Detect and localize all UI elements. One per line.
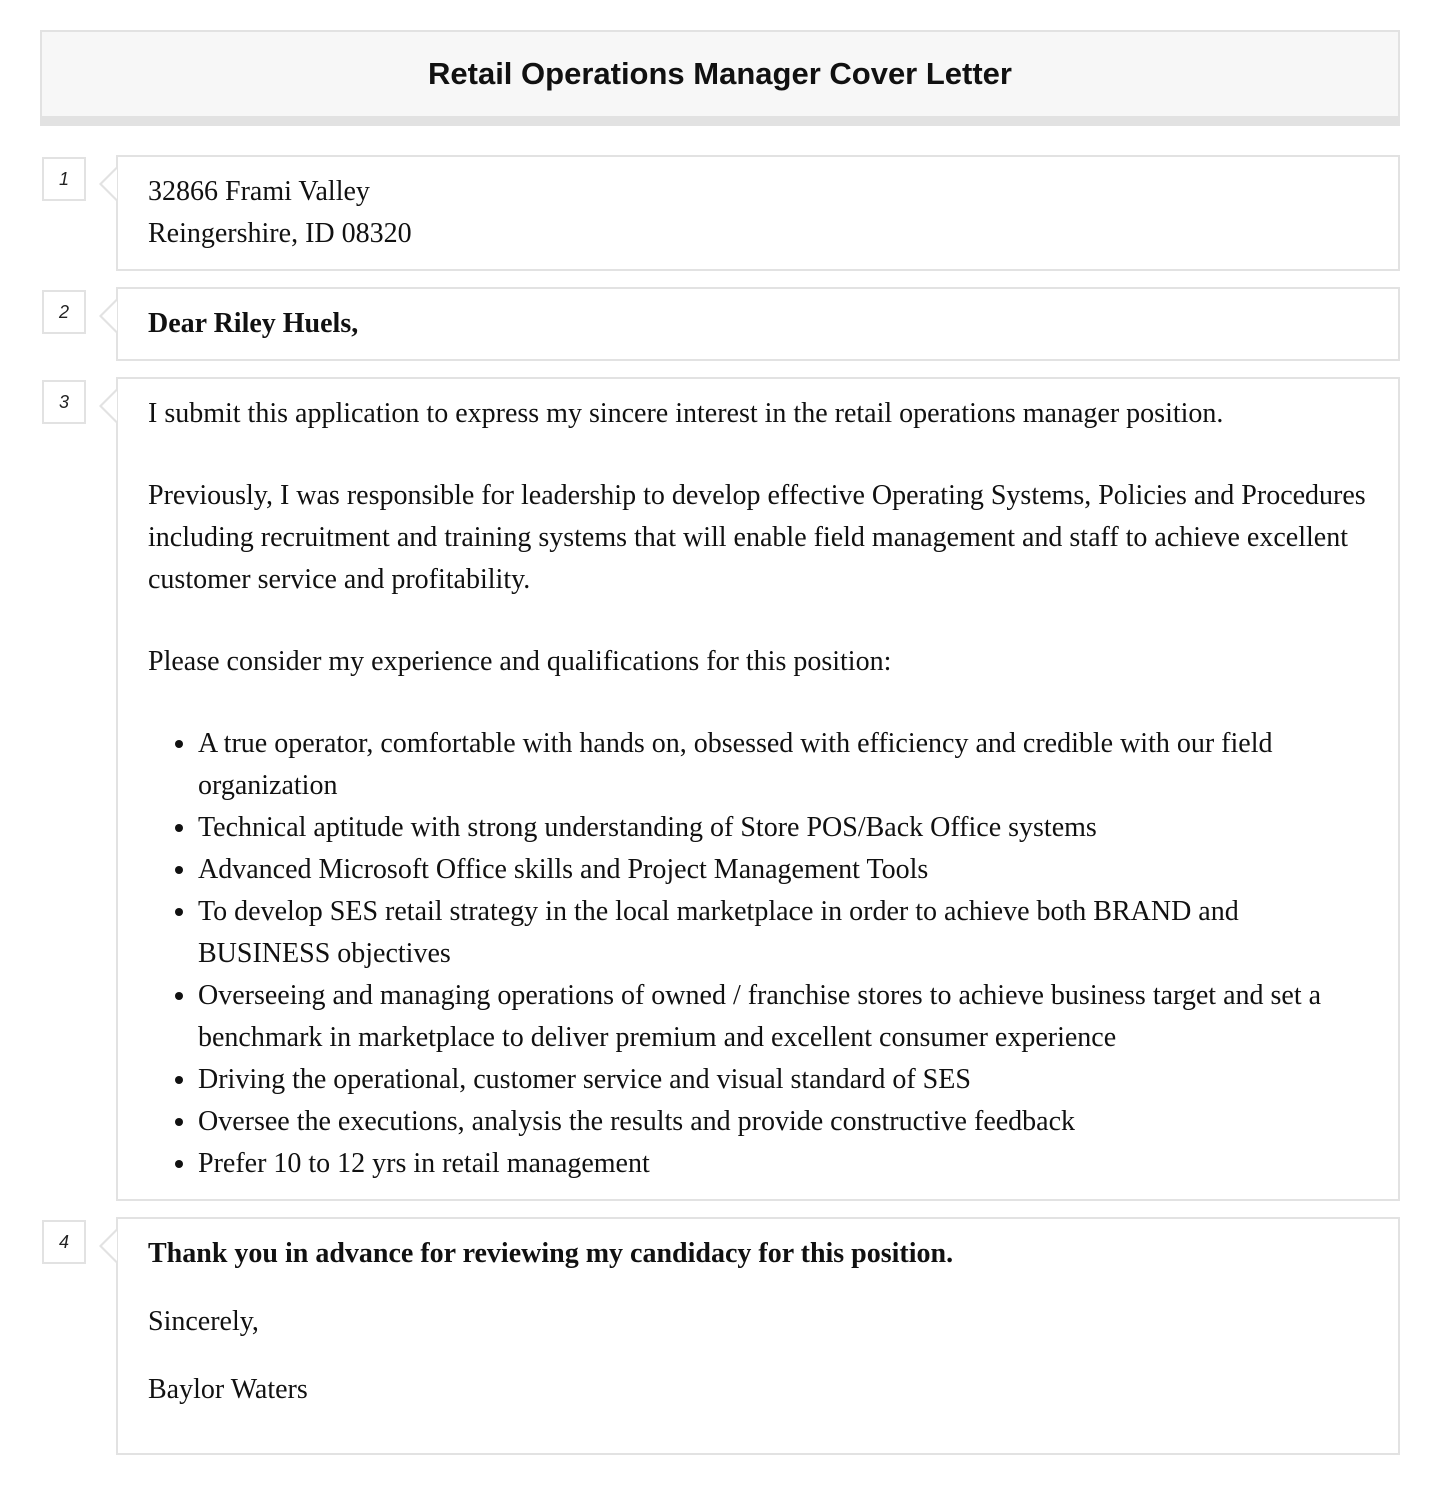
qualifications-list	[148, 723, 1368, 1185]
consider-paragraph: Please consider my experience and qualifications for this position:	[148, 646, 892, 677]
section-number-3: 3	[42, 380, 86, 424]
list-item: • To develop SES retail strategy in the local marketplace in order to achieve both BRAND and BUSINESS objectives	[198, 891, 1368, 975]
list-item: • A true operator, comfortable with hands on, obsessed with efficiency and credible with our field organization	[198, 723, 1368, 807]
signature-name: Baylor Waters	[148, 1374, 308, 1405]
thanks-text: Thank you in advance for reviewing my candidacy for this position.	[148, 1238, 954, 1269]
closing-section	[116, 1217, 1400, 1455]
list-item: • Prefer 10 to 12 yrs in retail management	[198, 1143, 1368, 1185]
intro-paragraph: I submit this application to express my sincere interest in the retail operations manager position.	[148, 398, 1224, 429]
greeting-text: Dear Riley Huels,	[148, 308, 359, 339]
address-line-1: 32866 Frami Valley	[148, 176, 370, 207]
list-item: • Driving the operational, customer service and visual standard of SES	[198, 1059, 1368, 1101]
list-item: • Advanced Microsoft Office skills and Project Management Tools	[198, 849, 1368, 891]
section-number-1: 1	[42, 157, 86, 201]
greeting-section	[116, 287, 1400, 361]
list-item: • Technical aptitude with strong understanding of Store POS/Back Office systems	[198, 807, 1368, 849]
list-item: • Overseeing and managing operations of owned / franchise stores to achieve business target and set a benchmark in marketplace to deliver premium and excellent consumer experience	[198, 975, 1368, 1059]
page-header	[40, 30, 1400, 126]
section-number-2: 2	[42, 290, 86, 334]
closing-text: Sincerely,	[148, 1306, 259, 1337]
experience-paragraph: Previously, I was responsible for leadership to develop effective Operating Systems, Policies and Procedures including recruitment and training systems that will enable field management and staff to achieve excellent customer service and profitability.	[148, 480, 1366, 595]
section-number-4: 4	[42, 1220, 86, 1264]
page-title: Retail Operations Manager Cover Letter	[428, 56, 1012, 91]
body-section	[116, 377, 1400, 1201]
address-section	[116, 155, 1400, 271]
address-line-2: Reingershire, ID 08320	[148, 218, 412, 249]
list-item: • Oversee the executions, analysis the results and provide constructive feedback	[198, 1101, 1368, 1143]
